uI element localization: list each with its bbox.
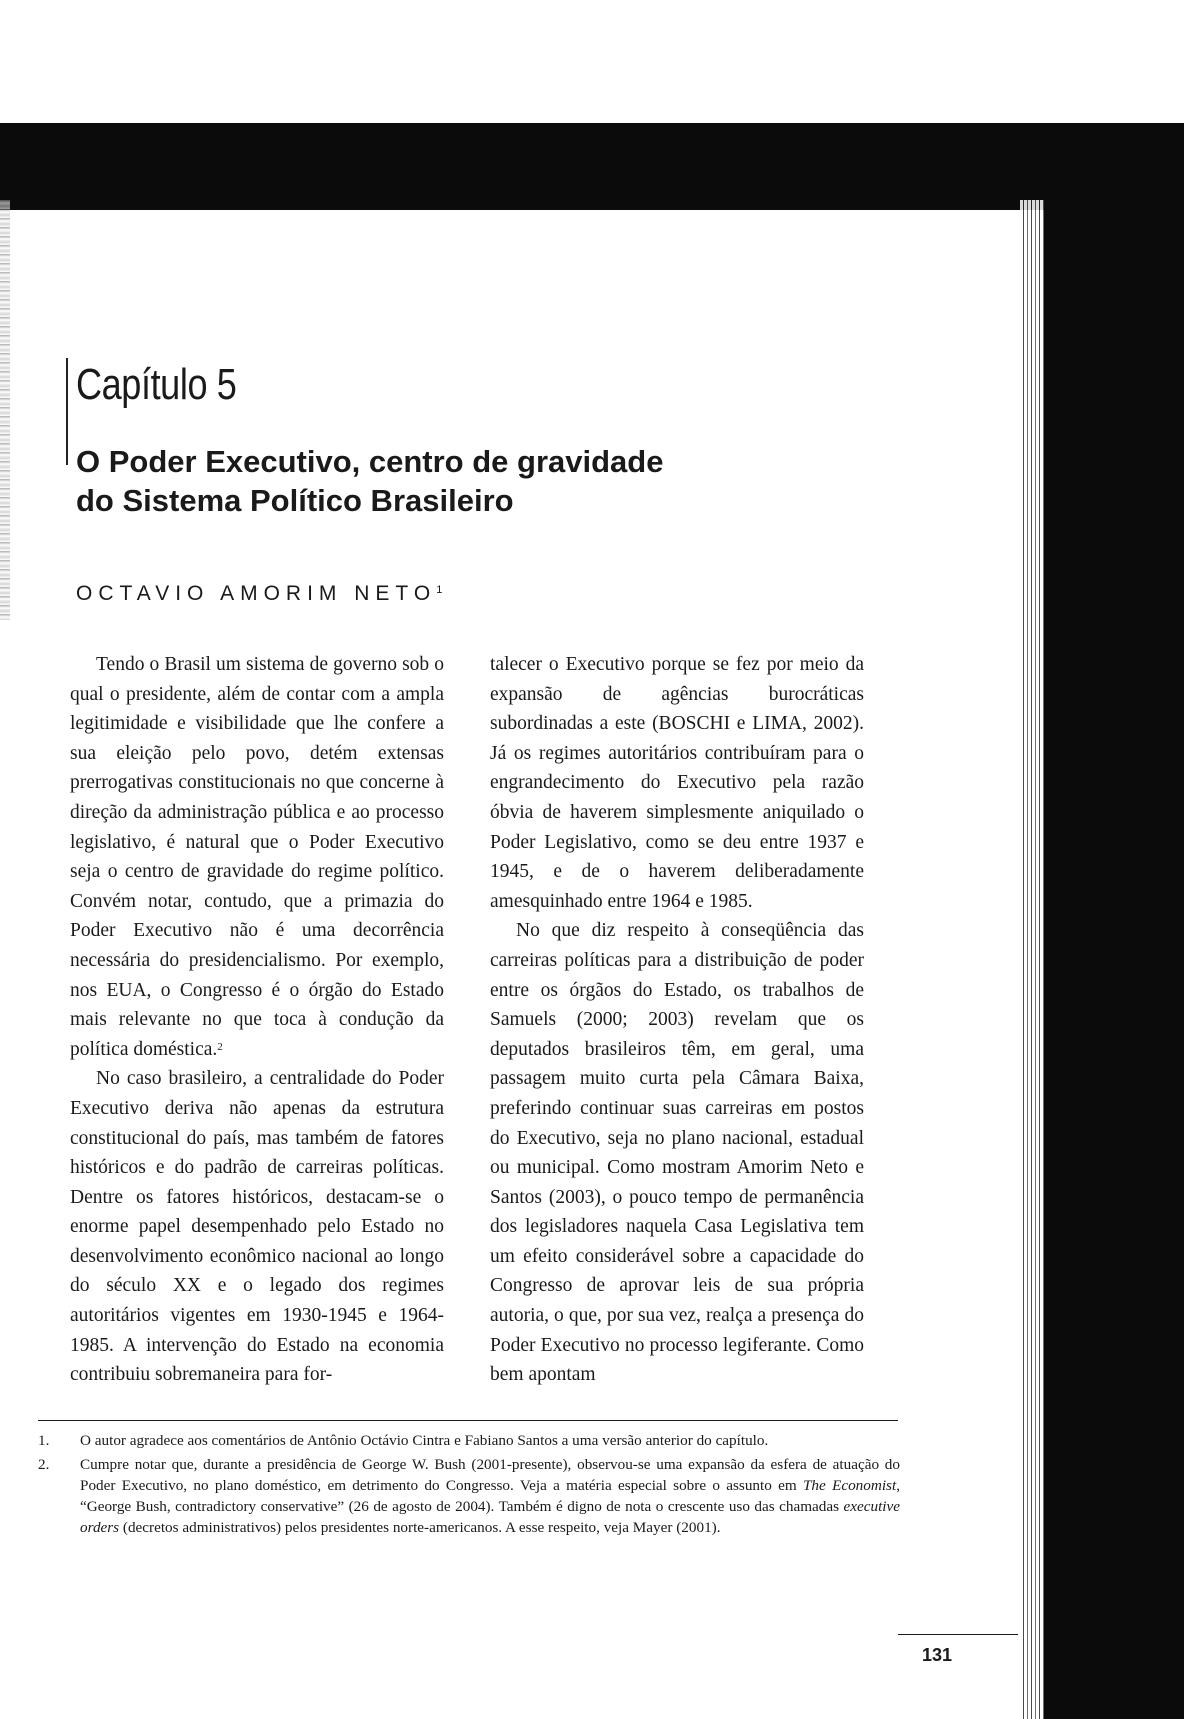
body-column-right [490,650,864,1390]
body-column-left [70,650,444,1390]
author-footnote-ref[interactable]: 1 [436,584,443,596]
author-name [76,582,442,606]
footnote-italic: executive orders [80,1498,900,1536]
footnote-text: , “George Bush, contradictory conservative” (26 de agosto de 2004). Também é digno de nota o crescente uso das chamadas [80,1477,900,1515]
paragraph-text: Tendo o Brasil um sistema de governo sob o qual o presidente, além de contar com a ampla legitimidade e visibilidade que lhe confere a sua eleição pelo povo, detém extensas prerrogativas constitucionais no que concerne à direção da administração pública e ao processo legislativo, é natural que o Poder Executivo seja o centro de gravidade do regime político. Convém notar, contudo, que a primazia do Poder Executivo não é uma decorrência necessária do presidencialismo. Por exemplo, nos EUA, o Congresso é o órgão do Estado mais relevante no que toca à condução da política doméstica. [70,654,444,1060]
footnote-1 [38,1430,900,1451]
footnotes [38,1430,900,1541]
footnote-2 [38,1454,900,1538]
footnote-number: 1. [38,1432,50,1449]
paragraph: No caso brasileiro, a centralidade do Poder Executivo deriva não apenas da estrutura constitucional do país, mas também de fatores históricos e do padrão de carreiras políticas. Dentre os fatores históricos, destacam-se o enorme papel desempenhado pelo Estado no desenvolvimento econômico nacional ao longo do século XX e o legado dos regimes autoritários vigentes em 1930-1945 e 1964-1985. A intervenção do Estado na economia contribuiu sobremaneira para for- [70,1068,444,1386]
footnote-italic: The Economist [802,1477,897,1494]
chapter-rule [66,358,68,465]
chapter-label: Capítulo 5 [76,360,237,409]
chapter-title [76,442,663,520]
binding-shadow [0,200,10,620]
footnote-text: O autor agradece aos comentários de Antônio Octávio Cintra e Fabiano Santos a uma versão anterior do capítulo. [80,1432,769,1449]
paragraph [70,650,444,1064]
page-number-rule [898,1634,1018,1635]
footnote-text: (decretos administrativos) pelos presidentes norte-americanos. A esse respeito, veja Mayer (2001). [119,1519,721,1536]
footnote-ref[interactable]: 2 [217,1040,223,1053]
scan-right-border [1044,123,1184,1719]
footnote-text: Cumpre notar que, durante a presidência de George W. Bush (2001-presente), observou-se uma expansão da esfera de atuação do Poder Executivo, no plano doméstico, em detrimento do Congresso. Veja a matéria especial sobre o assunto em [80,1456,900,1494]
footnote-rule [38,1420,898,1421]
chapter-title-line-1: O Poder Executivo, centro de gravidade [76,444,664,479]
scan-top-border [0,123,1184,210]
author-text: OCTAVIO AMORIM NETO [76,582,437,605]
page-edge [1020,200,1044,1719]
chapter-title-line-2: do Sistema Político Brasileiro [76,483,514,518]
paragraph: No que diz respeito à conseqüência das carreiras políticas para a distribuição de poder entre os órgãos do Estado, os trabalhos de Samuels (2000; 2003) revelam que os deputados brasileiros têm, em geral, uma passagem muito curta pela Câmara Baixa, preferindo continuar suas carreiras em postos do Executivo, seja no plano nacional, estadual ou municipal. Como mostram Amorim Neto e Santos (2003), o pouco tempo de permanência dos legisladores naquela Casa Legislativa tem um efeito considerável sobre a capacidade do Congresso de aprovar leis de sua própria autoria, o que, por sua vez, realça a presença do Poder Executivo no processo legiferante. Como bem apontam [490,920,864,1386]
paragraph: talecer o Executivo porque se fez por meio da expansão de agências burocráticas subordinadas a este (BOSCHI e LIMA, 2002). Já os regimes autoritários contribuíram para o engrandecimento do Executivo pela razão óbvia de haverem simplesmente aniquilado o Poder Legislativo, como se deu entre 1937 e 1945, e de o haverem deliberadamente amesquinhado entre 1964 e 1985. [490,654,864,912]
footnote-number: 2. [38,1456,50,1473]
page-number: 131 [922,1645,953,1665]
